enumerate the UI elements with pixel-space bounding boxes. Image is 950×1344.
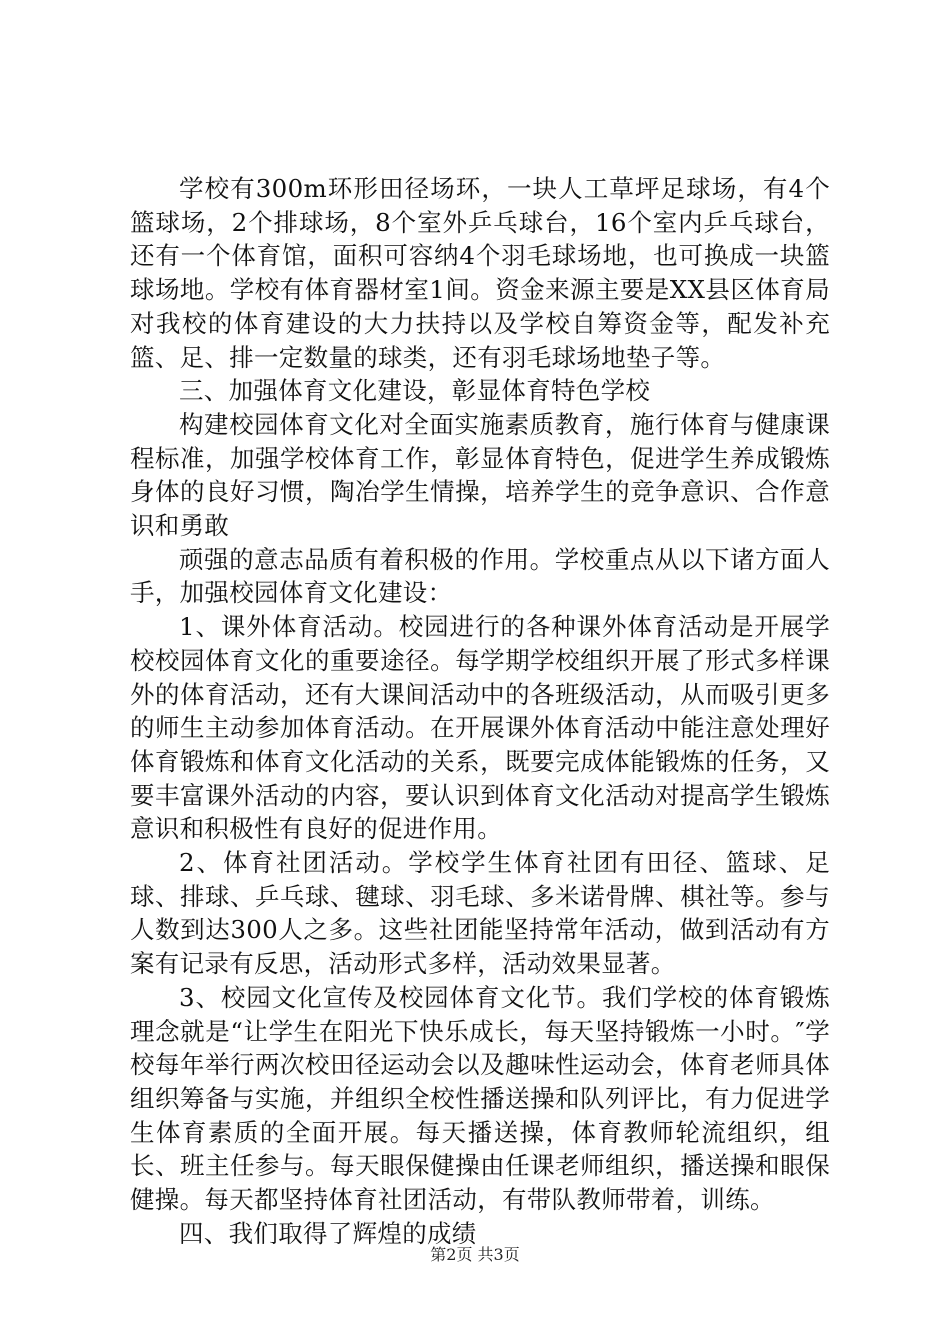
- paragraph-facilities: 学校有300m环形田径场环，一块人工草坪足球场，有4个篮球场，2个排球场，8个室外乒乓球台，16个室内乒乓球台，还有一个体育馆，面积可容纳4个羽毛球场地，也可换成一块篮球场地。学校有体育器材室1间。资金来源主要是XX县区体育局对我校的体育建设的大力扶持以及学校自筹资金等，配发补充篮、足、排一定数量的球类，还有羽毛球场地垫子等。: [130, 174, 830, 372]
- section-heading-3: 三、加强体育文化建设，彰显体育特色学校: [179, 376, 651, 406]
- paragraph-festival: 3、校园文化宣传及校园体育文化节。我们学校的体育锻炼理念就是“让学生在阳光下快乐成长，每天坚持锻炼一小时。″学校每年举行两次校田径运动会以及趣味性运动会，体育老师具体组织筹备与实施，并组织全校性播送操和队列评比，有力促进学生体育素质的全面开展。每天播送操，体育教师轮流组织，组长、班主任参与。每天眼保健操由任课老师组织，播送操和眼保健操。每天都坚持体育社团活动，有带队教师带着，训练。: [130, 982, 830, 1215]
- section-heading-4: 四、我们取得了辉煌的成绩: [179, 1218, 477, 1248]
- paragraph-extracurricular: 1、课外体育活动。校园进行的各种课外体育活动是开展学校校园体育文化的重要途径。每学期学校组织开展了形式多样课外的体育活动，还有大课间活动中的各班级活动，从而吸引更多的师生主动参加体育活动。在开展课外体育活动中能注意处理好体育锻炼和体育文化活动的关系，既要完成体能锻炼的任务，又要丰富课外活动的内容，要认识到体育文化活动对提高学生锻炼意识和积极性有良好的促进作用。: [130, 612, 830, 844]
- paragraph-culture-continued: 顽强的意志品质有着积极的作用。学校重点从以下诸方面人手，加强校园体育文化建设：: [130, 544, 830, 608]
- document-body: [130, 172, 830, 1251]
- paragraph-clubs: 2、体育社团活动。学校学生体育社团有田径、篮球、足球、排球、乒乓球、毽球、羽毛球、多米诺骨牌、棋社等。参与人数到达300人之多。这些社团能坚持常年活动，做到活动有方案有记录有反思，活动形式多样，活动效果显著。: [130, 848, 830, 979]
- paragraph-culture-intro: 构建校园体育文化对全面实施素质教育，施行体育与健康课程标准，加强学校体育工作，彰显体育特色，促进学生养成锻炼身体的良好习惯，陶冶学生情操，培养学生的竞争意识、合作意识和勇敢: [130, 409, 830, 541]
- page-footer: 第2页 共3页: [430, 1245, 520, 1264]
